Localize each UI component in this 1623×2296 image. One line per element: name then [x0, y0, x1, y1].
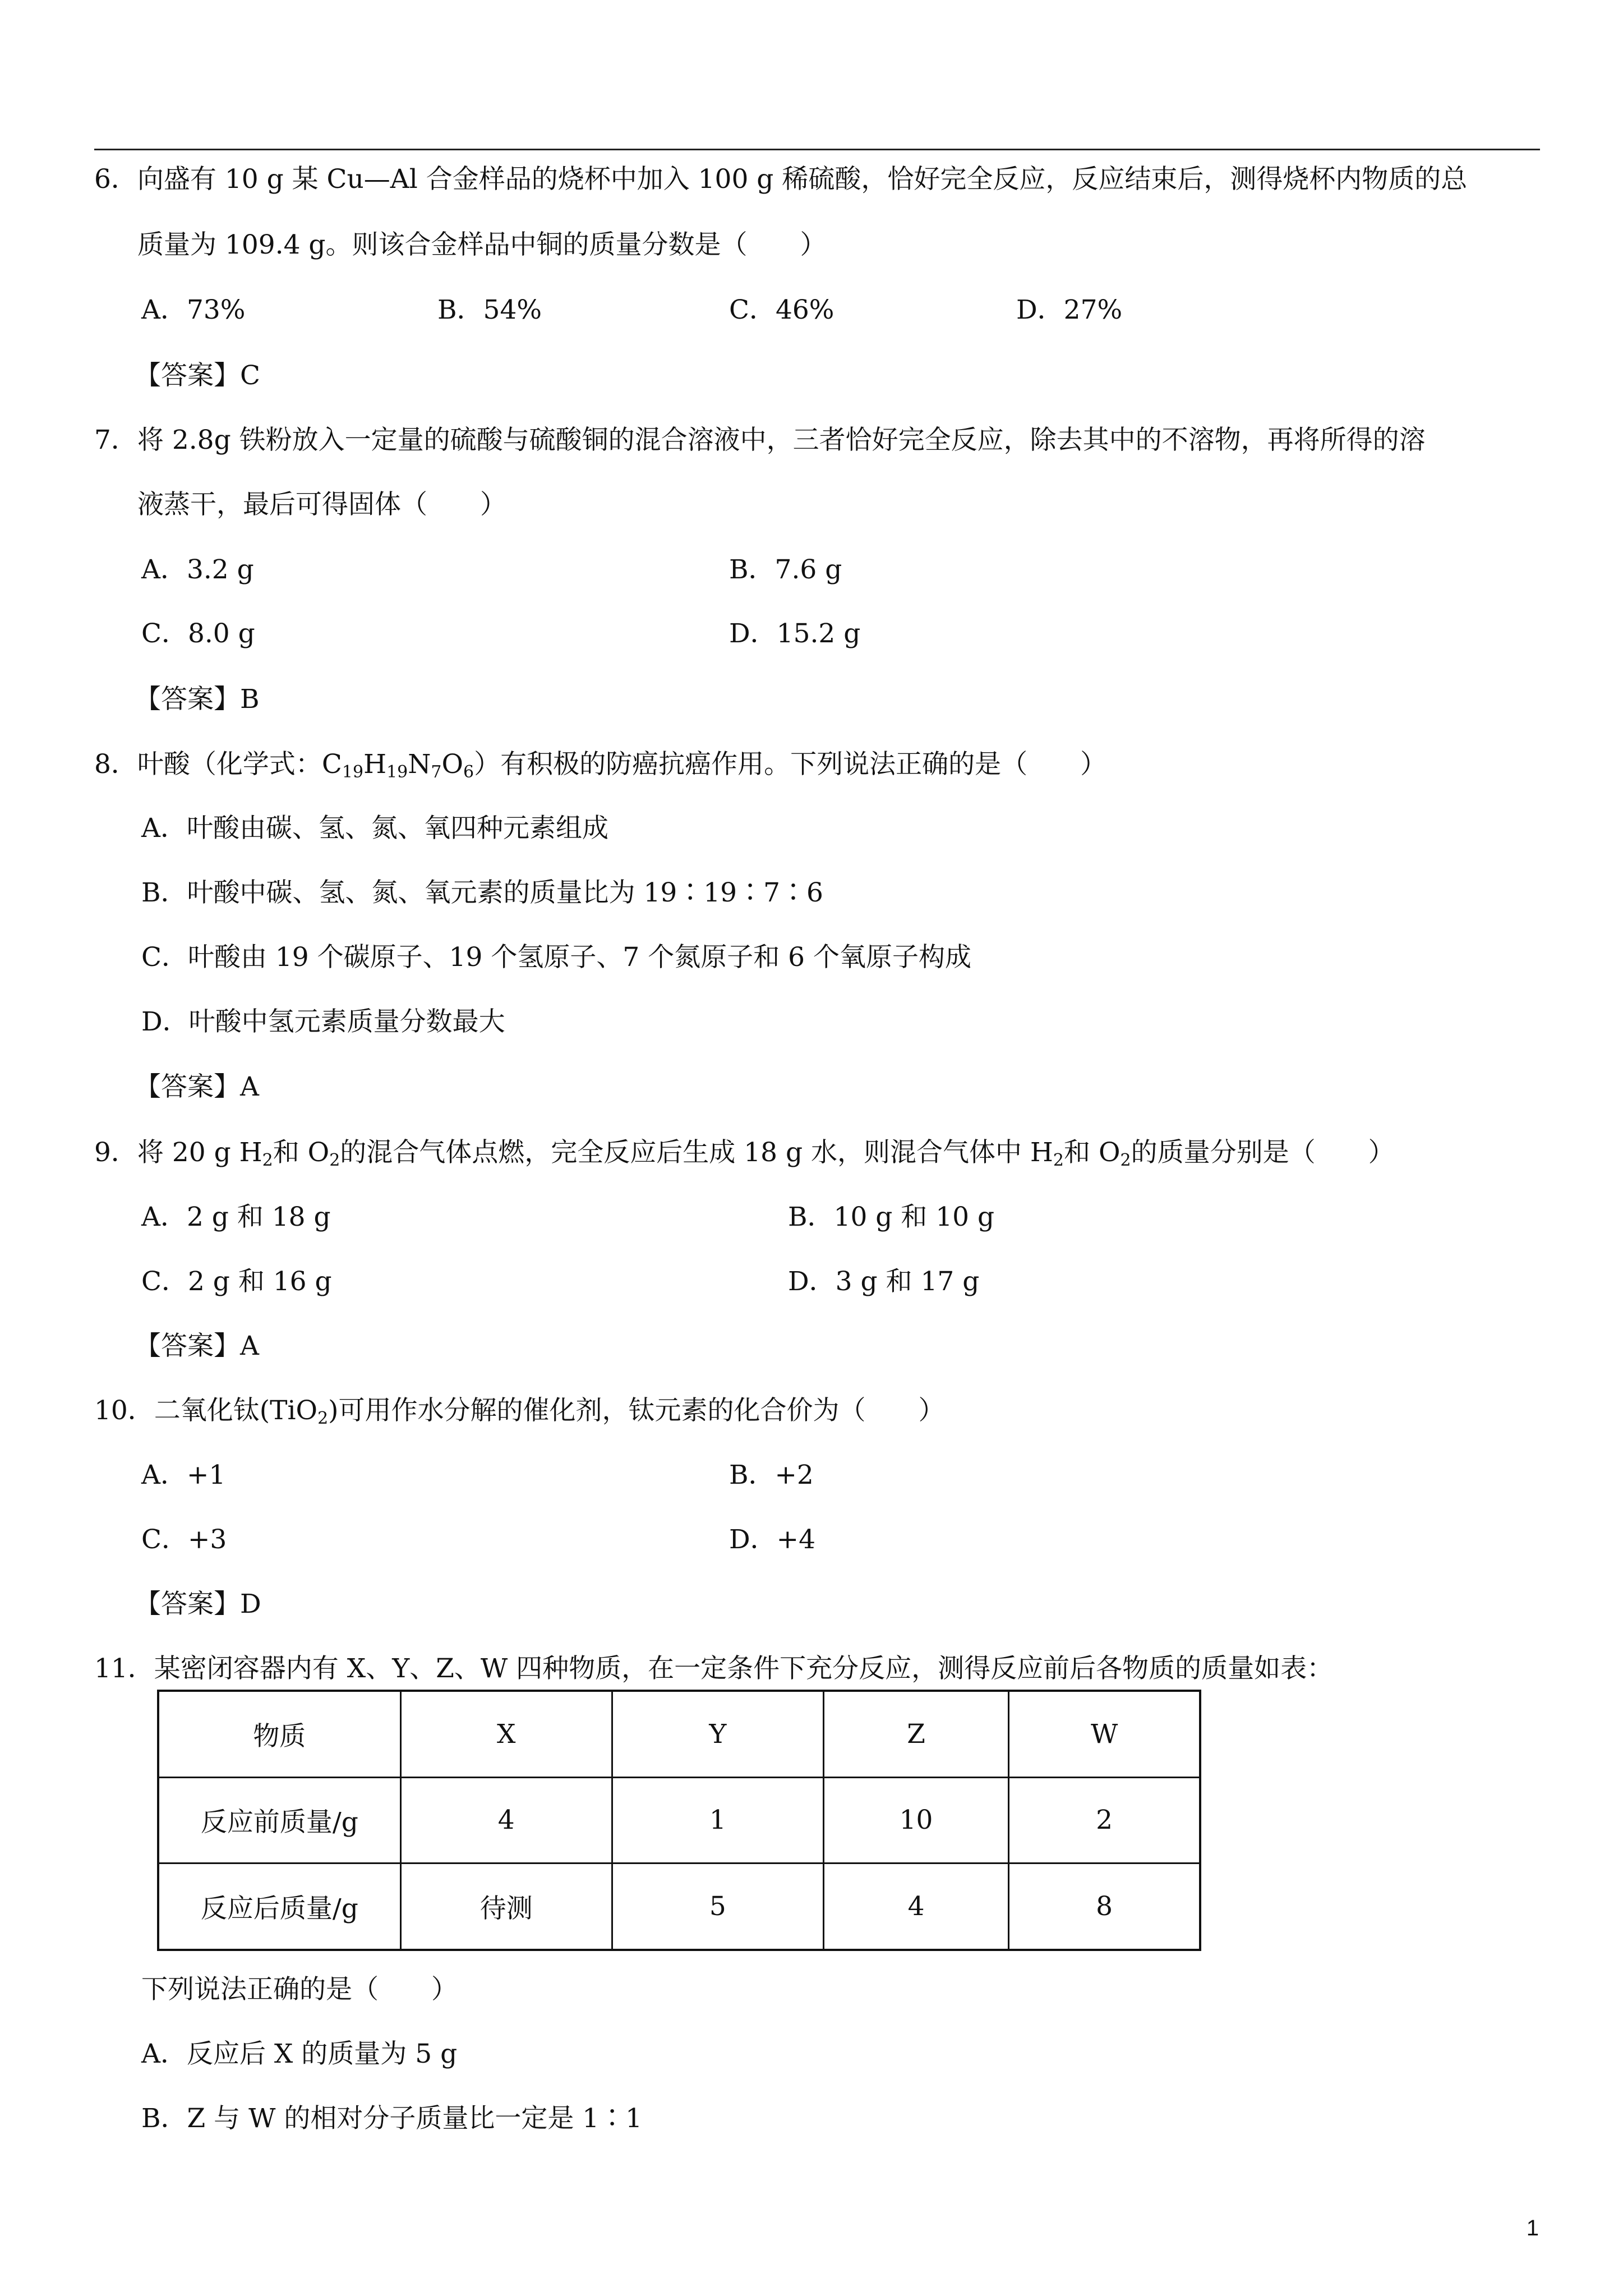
q11-option-a: A．反应后 X 的质量为 5 g: [141, 2039, 458, 2069]
q8-sub-c: 19: [342, 762, 364, 782]
q9-sub-3: 2: [1053, 1151, 1064, 1170]
q7-answer: 【答案】B: [135, 684, 260, 715]
q6-stem-line2: 质量为 109.4 g。则该合金样品中铜的质量分数是（ ）: [137, 229, 827, 260]
q10-stem: [94, 1394, 945, 1428]
q6-option-c: C．46%: [729, 295, 834, 325]
table-cell: Y: [612, 1691, 823, 1777]
table-row: [158, 1864, 1200, 1950]
q8-stem-suffix: ）有积极的防癌抗癌作用。下列说法正确的是（ ）: [474, 749, 1107, 780]
q6-option-b: B．54%: [437, 295, 542, 325]
table-cell: Z: [823, 1691, 1008, 1777]
q10-option-a: A．+1: [141, 1460, 226, 1490]
q9-answer: 【答案】A: [135, 1331, 259, 1361]
q10-stem-part1: 10．二氧化钛(TiO: [94, 1395, 318, 1426]
q8-formula-h: H: [363, 749, 387, 780]
header-rule: [94, 149, 1540, 150]
table-cell: 4: [400, 1777, 612, 1863]
q8-formula-o: O: [441, 749, 464, 780]
q8-sub-n: 7: [431, 762, 442, 782]
q8-stem: [94, 748, 1106, 781]
page-number: 1: [1526, 2216, 1539, 2240]
table-cell: 反应后质量/g: [158, 1864, 400, 1950]
table-cell: 1: [612, 1777, 823, 1863]
table-cell: 10: [823, 1777, 1008, 1863]
q6-option-a: A．73%: [141, 295, 246, 325]
q8-sub-h: 19: [386, 762, 408, 782]
q7-stem-line2: 液蒸干，最后可得固体（ ）: [137, 489, 506, 520]
q9-sub-2: 2: [329, 1151, 340, 1170]
table-header-row: [158, 1691, 1200, 1777]
q9-stem-part2: 和 O: [273, 1137, 330, 1168]
q9-stem: [94, 1136, 1395, 1170]
q7-stem-line1: 7．将 2.8g 铁粉放入一定量的硫酸与硫酸铜的混合溶液中，三者恰好完全反应，除去其中的不溶物，再将所得的溶: [94, 425, 1426, 455]
table-cell: W: [1009, 1691, 1200, 1777]
q8-option-b: B．叶酸中碳、氢、氮、氧元素的质量比为 19∶19∶7∶6: [141, 877, 823, 908]
q6-option-d: D．27%: [1016, 295, 1123, 325]
q10-option-d: D．+4: [729, 1524, 815, 1555]
mass-table: [157, 1690, 1201, 1951]
table-cell: 5: [612, 1864, 823, 1950]
q9-stem-part4: 和 O: [1064, 1137, 1121, 1168]
q9-option-a: A．2 g 和 18 g: [141, 1202, 331, 1232]
q7-option-a: A．3.2 g: [141, 554, 254, 585]
table-cell: 反应前质量/g: [158, 1777, 400, 1863]
q8-option-c: C．叶酸由 19 个碳原子、19 个氢原子、7 个氮原子和 6 个氧原子构成: [141, 942, 972, 973]
q11-after-table: 下列说法正确的是（ ）: [141, 1974, 458, 2005]
q8-option-d: D．叶酸中氢元素质量分数最大: [141, 1006, 505, 1037]
q8-stem-prefix: 8．叶酸（化学式：C: [94, 749, 342, 780]
table-cell: 4: [823, 1864, 1008, 1950]
q6-answer: 【答案】C: [135, 360, 260, 391]
q9-sub-4: 2: [1120, 1151, 1131, 1170]
q11-option-b: B．Z 与 W 的相对分子质量比一定是 1∶1: [141, 2103, 643, 2134]
table-cell: 8: [1009, 1864, 1200, 1950]
q10-stem-part2: )可用作水分解的催化剂，钛元素的化合价为（ ）: [328, 1395, 945, 1426]
q9-stem-part3: 的混合气体点燃，完全反应后生成 18 g 水，则混合气体中 H: [340, 1137, 1053, 1168]
q7-option-b: B．7.6 g: [729, 554, 842, 585]
q6-stem-line1: 6．向盛有 10 g 某 Cu—Al 合金样品的烧杯中加入 100 g 稀硫酸，恰好完全反应，反应结束后，测得烧杯内物质的总: [94, 164, 1468, 195]
table-cell: 待测: [400, 1864, 612, 1950]
q8-formula-n: N: [408, 749, 431, 780]
table-cell: X: [400, 1691, 612, 1777]
q7-option-c: C．8.0 g: [141, 618, 255, 649]
table-cell: 物质: [158, 1691, 400, 1777]
q9-stem-part5: 的质量分别是（ ）: [1131, 1137, 1395, 1168]
q9-option-d: D．3 g 和 17 g: [788, 1266, 980, 1297]
q10-option-b: B．+2: [729, 1460, 814, 1490]
q9-stem-part1: 9．将 20 g H: [94, 1137, 262, 1168]
q11-stem: 11．某密闭容器内有 X、Y、Z、W 四种物质，在一定条件下充分反应，测得反应前后各物质的质量如表：: [94, 1653, 1334, 1684]
table-row: [158, 1777, 1200, 1863]
table-cell: 2: [1009, 1777, 1200, 1863]
q8-answer: 【答案】A: [135, 1071, 259, 1102]
q9-option-b: B．10 g 和 10 g: [788, 1202, 995, 1232]
q9-option-c: C．2 g 和 16 g: [141, 1266, 332, 1297]
q8-option-a: A．叶酸由碳、氢、氮、氧四种元素组成: [141, 813, 608, 844]
q9-sub-1: 2: [262, 1151, 273, 1170]
q8-sub-o: 6: [463, 762, 474, 782]
q10-sub: 2: [317, 1409, 329, 1428]
q10-option-c: C．+3: [141, 1524, 227, 1555]
q7-option-d: D．15.2 g: [729, 618, 861, 649]
q10-answer: 【答案】D: [135, 1589, 261, 1619]
